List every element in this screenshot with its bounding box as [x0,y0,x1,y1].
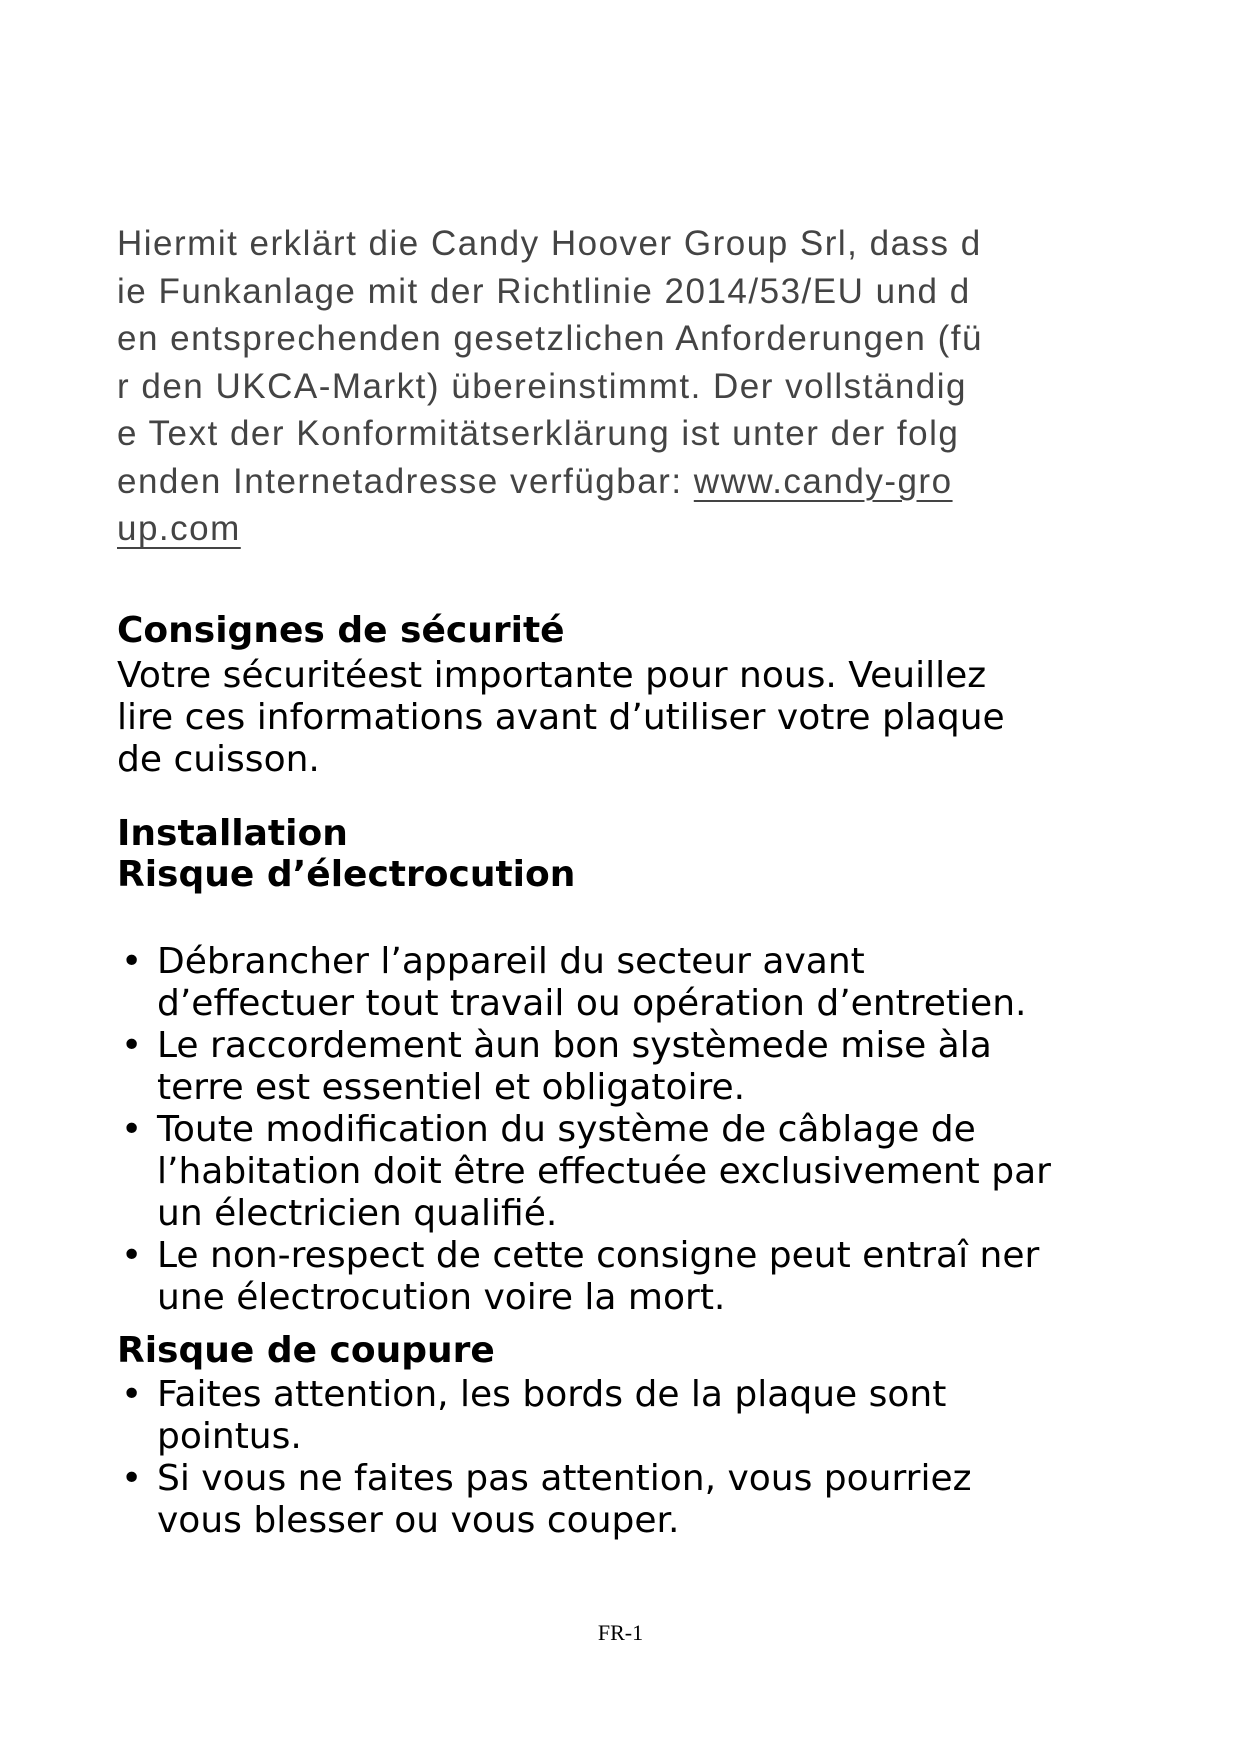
website-link[interactable]: www.candy-gro [693,461,953,501]
list-item-line: terre est essentiel et obligatoire. [157,1067,746,1108]
declaration-line-prefix: enden Internetadresse verfügbar: [117,461,694,501]
list-item-line: Toute modification du système de câblage de [157,1109,976,1150]
declaration-line: ie Funkanlage mit der Richtlinie 2014/53/EU und d [117,271,971,311]
list-item-line: pointus. [157,1416,302,1457]
bullet-icon: • [121,1025,143,1066]
declaration-line [117,505,1127,553]
page-number: FR-1 [597,1620,644,1645]
declaration-block [117,220,1127,553]
declaration-line: e Text der Konformitätserklärung ist unter der folg [117,414,960,453]
list-item [117,1374,1197,1458]
safety-title: Consignes de sécurité [117,610,565,651]
list-item [117,941,1197,1025]
bullet-icon: • [121,941,143,982]
list-item [117,1025,1197,1109]
safety-intro [117,655,1167,781]
bullet-icon: • [121,1374,143,1415]
cut-risk-title: Risque de coupure [117,1330,495,1371]
declaration-line [117,458,1127,506]
list-item-line: l’habitation doit être effectuée exclusivement par [157,1151,1051,1192]
list-item-line: une électrocution voire la mort. [157,1277,726,1318]
safety-intro-line: lire ces informations avant d’utiliser votre plaque [117,697,1005,738]
website-link-continued[interactable]: up.com [117,509,241,548]
bullet-icon: • [121,1235,143,1276]
declaration-line: en entsprechenden gesetzlichen Anforderungen (fü [117,319,983,358]
declaration-line: Hiermit erklärt die Candy Hoover Group Srl, dass d [117,224,982,263]
list-item [117,1458,1197,1542]
bullet-icon: • [121,1458,143,1499]
list-item-line: Le non-respect de cette consigne peut entraî ner [157,1235,1040,1276]
list-item-line: Si vous ne faites pas attention, vous pourriez [157,1458,972,1499]
list-item-line: d’effectuer tout travail ou opération d’entretien. [157,983,1027,1024]
list-item [117,1235,1197,1319]
list-item-line: Le raccordement àun bon systèmede mise àla [157,1025,992,1066]
list-item [117,1109,1197,1235]
electrocution-bullet-list [117,941,1197,1319]
bullet-icon: • [121,1109,143,1150]
electrocution-subtitle: Risque d’électrocution [117,854,576,895]
declaration-line: r den UKCA-Markt) übereinstimmt. Der vollständig [117,366,968,406]
list-item-line: Débrancher l’appareil du secteur avant [157,941,865,982]
cut-risk-bullet-list [117,1374,1197,1542]
list-item-line: vous blesser ou vous couper. [157,1500,680,1541]
safety-intro-line: de cuisson. [117,739,320,780]
installation-title: Installation [117,813,348,854]
safety-intro-line: Votre sécuritéest importante pour nous. Veuillez [117,655,987,696]
list-item-line: un électricien qualifié. [157,1193,558,1234]
list-item-line: Faites attention, les bords de la plaque sont [157,1374,947,1415]
